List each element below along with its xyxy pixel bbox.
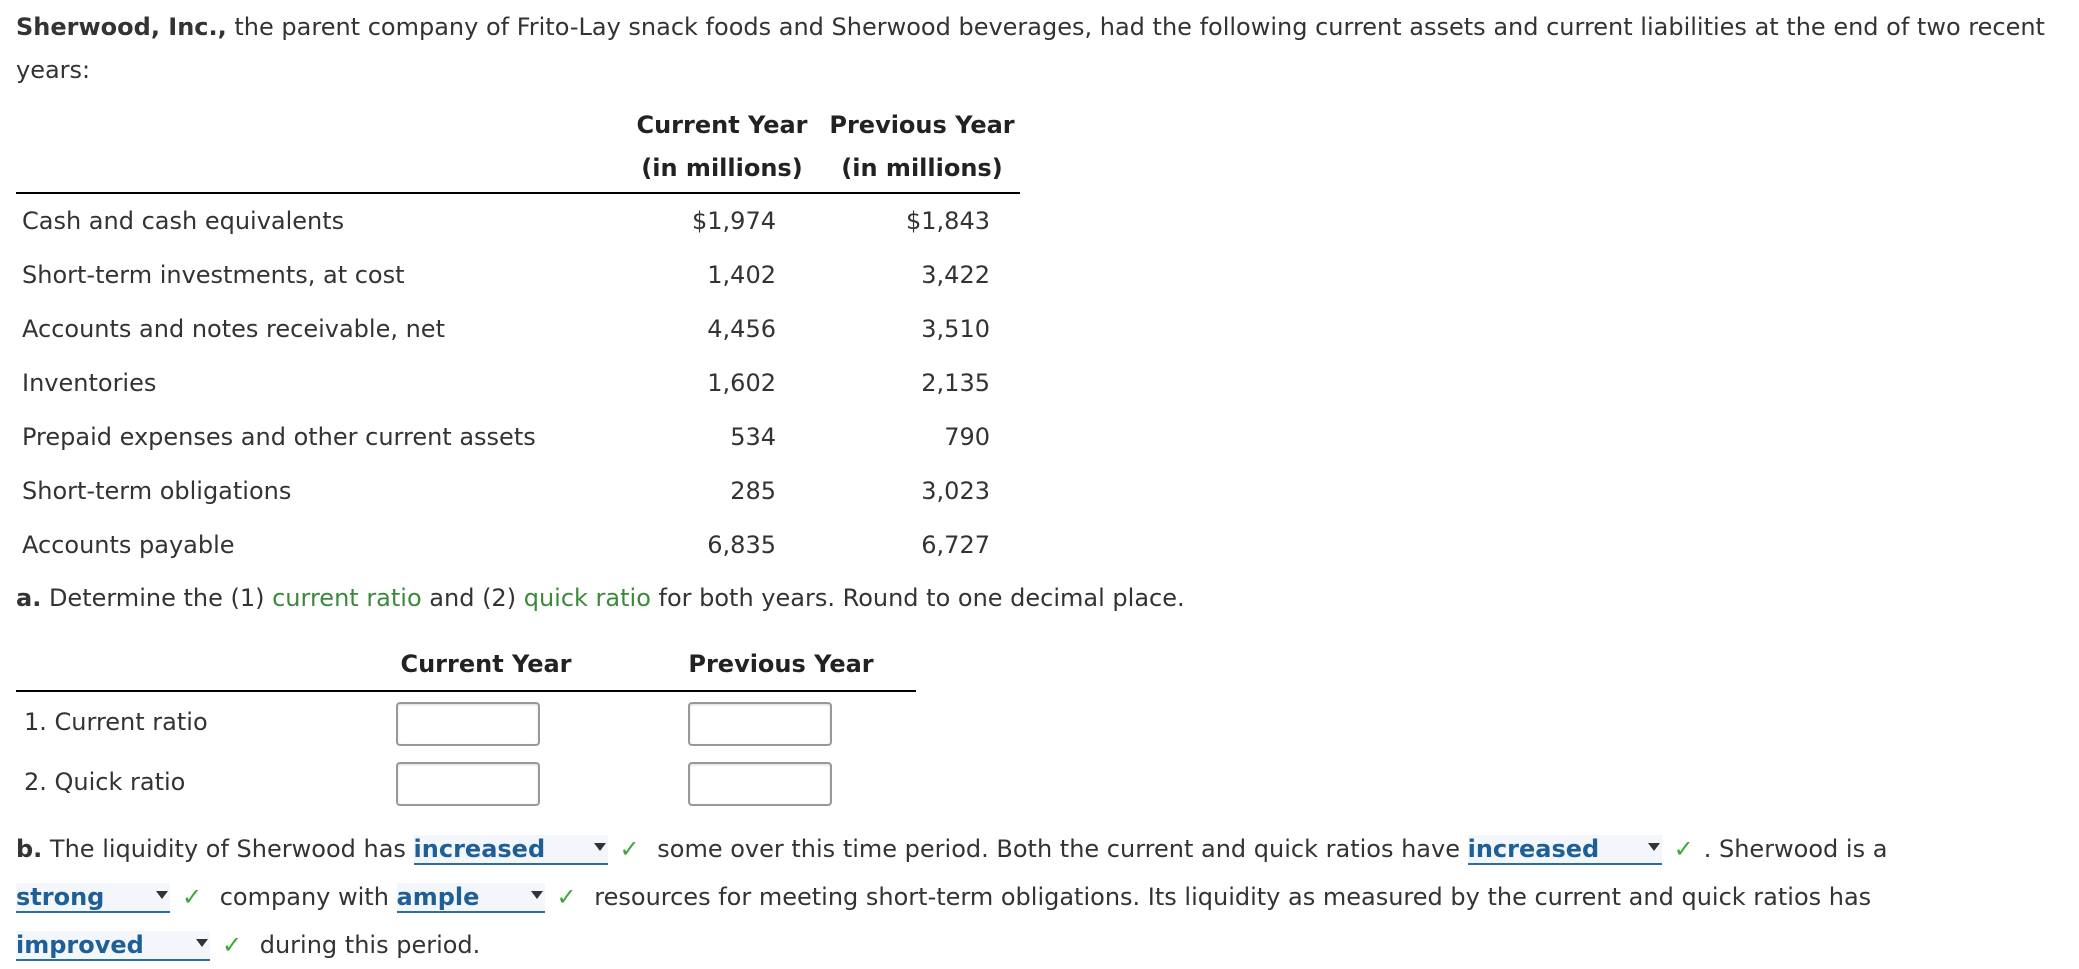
check-icon: ✓	[1673, 835, 1694, 863]
answer-header-current: Current Year	[400, 650, 572, 678]
current-ratio-link[interactable]: current ratio	[272, 584, 422, 612]
answer-header-previous: Previous Year	[688, 650, 874, 678]
chevron-down-icon	[196, 939, 208, 947]
quick-ratio-previous-input[interactable]	[688, 762, 832, 806]
intro-text: the parent company of Frito-Lay snack foods and Sherwood beverages, had the following current assets and current liabilities at the end of two recent years:	[16, 13, 2045, 84]
financial-data-table	[16, 104, 1020, 572]
previous-value: $1,843	[906, 207, 990, 235]
previous-value: 6,727	[921, 531, 990, 559]
part-b-paragraph: b. The liquidity of Sherwood has increased ✓ some over this time period. Both the current and quick ratios have increased ✓ . Sherwood is a strong ✓ company with ample ✓ resources for meeting short-term obligations. Its liquidity as measured by the current and quick ratios has improved ✓ during this period.	[16, 825, 2066, 969]
check-icon: ✓	[182, 883, 203, 911]
part-a-prefix: a.	[16, 584, 42, 612]
row-label: Accounts payable	[22, 531, 235, 559]
check-icon: ✓	[619, 835, 640, 863]
resources-dropdown[interactable]: ample	[397, 883, 545, 913]
row-label: Short-term obligations	[22, 477, 292, 505]
current-value: 285	[730, 477, 776, 505]
chevron-down-icon	[156, 891, 168, 899]
header-current-year: Current Year (in millions)	[636, 111, 808, 182]
chevron-down-icon	[1648, 843, 1660, 851]
quick-ratio-link[interactable]: quick ratio	[523, 584, 651, 612]
check-icon: ✓	[556, 883, 577, 911]
row-label: Accounts and notes receivable, net	[22, 315, 445, 343]
table-header	[16, 104, 1020, 194]
current-value: 1,602	[707, 369, 776, 397]
table-row	[16, 464, 1020, 518]
current-ratio-current-input[interactable]	[396, 702, 540, 746]
ratios-change-dropdown[interactable]: increased	[1468, 835, 1662, 865]
current-value: 534	[730, 423, 776, 451]
table-row	[16, 248, 1020, 302]
part-a-instruction: a. Determine the (1) current ratio and (2) quick ratio for both years. Round to one decimal place.	[16, 584, 1185, 612]
answer-table-header	[16, 644, 916, 692]
previous-value: 2,135	[921, 369, 990, 397]
current-value: 4,456	[707, 315, 776, 343]
row-label: Inventories	[22, 369, 157, 397]
previous-value: 3,422	[921, 261, 990, 289]
liquidity-change-dropdown[interactable]: increased	[414, 835, 608, 865]
current-value: $1,974	[692, 207, 776, 235]
current-value: 1,402	[707, 261, 776, 289]
row-label: Short-term investments, at cost	[22, 261, 405, 289]
current-ratio-previous-input[interactable]	[688, 702, 832, 746]
quick-ratio-current-input[interactable]	[396, 762, 540, 806]
row-label: Prepaid expenses and other current assets	[22, 423, 536, 451]
previous-value: 3,023	[921, 477, 990, 505]
check-icon: ✓	[222, 931, 243, 959]
previous-value: 3,510	[921, 315, 990, 343]
part-b-prefix: b.	[16, 835, 43, 863]
current-ratio-label: 1. Current ratio	[24, 708, 208, 736]
previous-value: 790	[944, 423, 990, 451]
table-row	[16, 302, 1020, 356]
table-row	[16, 194, 1020, 248]
current-ratio-row	[16, 692, 916, 752]
company-strength-dropdown[interactable]: strong	[16, 883, 170, 913]
header-previous-year: Previous Year (in millions)	[829, 111, 1015, 182]
quick-ratio-row	[16, 752, 916, 812]
table-row	[16, 518, 1020, 572]
table-row	[16, 356, 1020, 410]
ratio-answer-table	[16, 644, 916, 812]
liquidity-trend-dropdown[interactable]: improved	[16, 931, 210, 961]
intro-paragraph	[16, 6, 2066, 92]
row-label: Cash and cash equivalents	[22, 207, 345, 235]
chevron-down-icon	[531, 891, 543, 899]
company-name: Sherwood, Inc.,	[16, 13, 227, 41]
current-value: 6,835	[707, 531, 776, 559]
chevron-down-icon	[594, 843, 606, 851]
table-row	[16, 410, 1020, 464]
quick-ratio-label: 2. Quick ratio	[24, 768, 186, 796]
